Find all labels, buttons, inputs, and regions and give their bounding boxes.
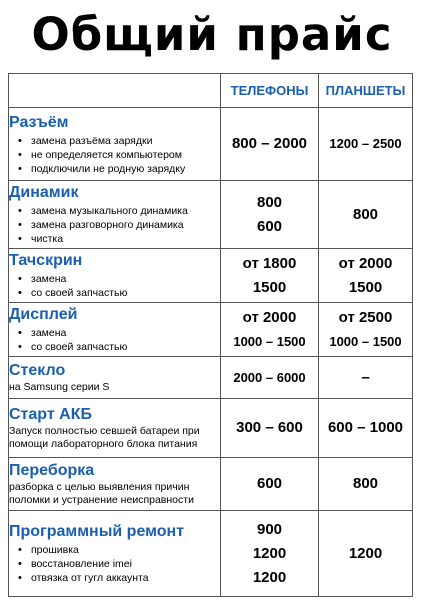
price-value: 800 xyxy=(352,205,379,223)
price-value: 1000 – 1500 xyxy=(233,333,306,349)
phones-price xyxy=(221,108,319,181)
price-value: 600 xyxy=(256,475,283,492)
page-title: Общий прайс xyxy=(31,8,393,61)
service-item: • замена xyxy=(31,272,220,286)
price-value: 800 xyxy=(256,193,283,211)
service-name: Дисплей xyxy=(9,306,78,323)
phones-price xyxy=(221,511,319,597)
price-value: 1000 – 1500 xyxy=(329,333,402,349)
service-name: Динамик xyxy=(9,184,79,201)
service-note: разборка с целью выявления причин поломки и устранение неисправности xyxy=(9,481,194,506)
service-cell xyxy=(9,303,221,357)
service-item: • восстановление imei xyxy=(31,557,220,571)
table-row xyxy=(9,108,413,181)
price-value: 800 xyxy=(352,475,379,492)
service-item: • замена xyxy=(31,326,220,340)
tablets-price xyxy=(319,181,413,249)
service-note: Запуск полностью севшей батареи при помощи лабораторного блока питания xyxy=(9,425,200,450)
price-value: 800 – 2000 xyxy=(231,135,308,152)
tablets-price xyxy=(319,249,413,303)
tablets-price xyxy=(319,108,413,181)
service-item: • замена разъёма зарядки xyxy=(31,134,220,148)
service-items xyxy=(9,134,220,176)
service-item: • со своей запчастью xyxy=(31,286,220,300)
service-cell xyxy=(9,357,221,399)
service-name: Программный ремонт xyxy=(9,523,185,540)
price-value: от 2500 xyxy=(338,308,393,326)
table-header-row xyxy=(9,74,413,108)
phones-price xyxy=(221,399,319,458)
price-value: 1500 xyxy=(348,278,383,296)
service-name: Переборка xyxy=(9,462,95,479)
tablets-price xyxy=(319,511,413,597)
price-value: 1200 – 2500 xyxy=(329,136,402,151)
header-phones: ТЕЛЕФОНЫ xyxy=(221,74,319,108)
price-value: от 2000 xyxy=(242,308,297,326)
tablets-price xyxy=(319,458,413,511)
price-value: 1200 xyxy=(252,568,287,586)
service-item: • прошивка xyxy=(31,543,220,557)
service-cell xyxy=(9,511,221,597)
service-name: Старт АКБ xyxy=(9,406,92,423)
price-value: 1200 xyxy=(252,544,287,562)
service-name: Тачскрин xyxy=(9,252,83,269)
table-row xyxy=(9,357,413,399)
service-name: Стекло xyxy=(9,362,66,379)
service-items xyxy=(9,204,220,246)
tablets-price xyxy=(319,303,413,357)
service-items xyxy=(9,272,220,300)
tablets-price xyxy=(319,357,413,399)
service-item: • замена разговорного динамика xyxy=(31,218,220,232)
price-value: – xyxy=(361,368,370,386)
price-value: от 1800 xyxy=(242,254,297,272)
service-cell xyxy=(9,458,221,511)
header-blank-cell xyxy=(9,74,221,108)
table-row xyxy=(9,181,413,249)
phones-price xyxy=(221,458,319,511)
service-item: • подключили не родную зарядку xyxy=(31,162,220,176)
service-item: • со своей запчастью xyxy=(31,340,220,354)
header-tablets: ПЛАНШЕТЫ xyxy=(319,74,413,108)
price-value: 1200 xyxy=(348,544,383,562)
service-items xyxy=(9,543,220,585)
table-row xyxy=(9,399,413,458)
price-table xyxy=(8,73,413,597)
price-value: 300 – 600 xyxy=(236,419,303,436)
phones-price xyxy=(221,357,319,399)
service-items xyxy=(9,326,220,354)
table-row xyxy=(9,511,413,597)
price-value: от 2000 xyxy=(338,254,393,272)
price-value: 1500 xyxy=(252,278,287,296)
service-cell xyxy=(9,399,221,458)
table-row xyxy=(9,303,413,357)
service-item: • замена музыкального динамика xyxy=(31,204,220,218)
price-value: 900 xyxy=(256,520,283,538)
service-item: • отвязка от гугл аккаунта xyxy=(31,571,220,585)
tablets-price xyxy=(319,399,413,458)
price-value: 600 – 1000 xyxy=(327,419,404,436)
service-cell xyxy=(9,181,221,249)
service-item: • чистка xyxy=(31,232,220,246)
phones-price xyxy=(221,181,319,249)
service-name: Разъём xyxy=(9,113,69,131)
price-value: 2000 – 6000 xyxy=(233,369,306,385)
service-cell xyxy=(9,108,221,181)
service-cell xyxy=(9,249,221,303)
price-value: 600 xyxy=(256,217,283,235)
table-row xyxy=(9,249,413,303)
service-item: • не определяется компьютером xyxy=(31,148,220,162)
phones-price xyxy=(221,249,319,303)
service-note: на Samsung серии S xyxy=(9,381,110,393)
table-row xyxy=(9,458,413,511)
phones-price xyxy=(221,303,319,357)
